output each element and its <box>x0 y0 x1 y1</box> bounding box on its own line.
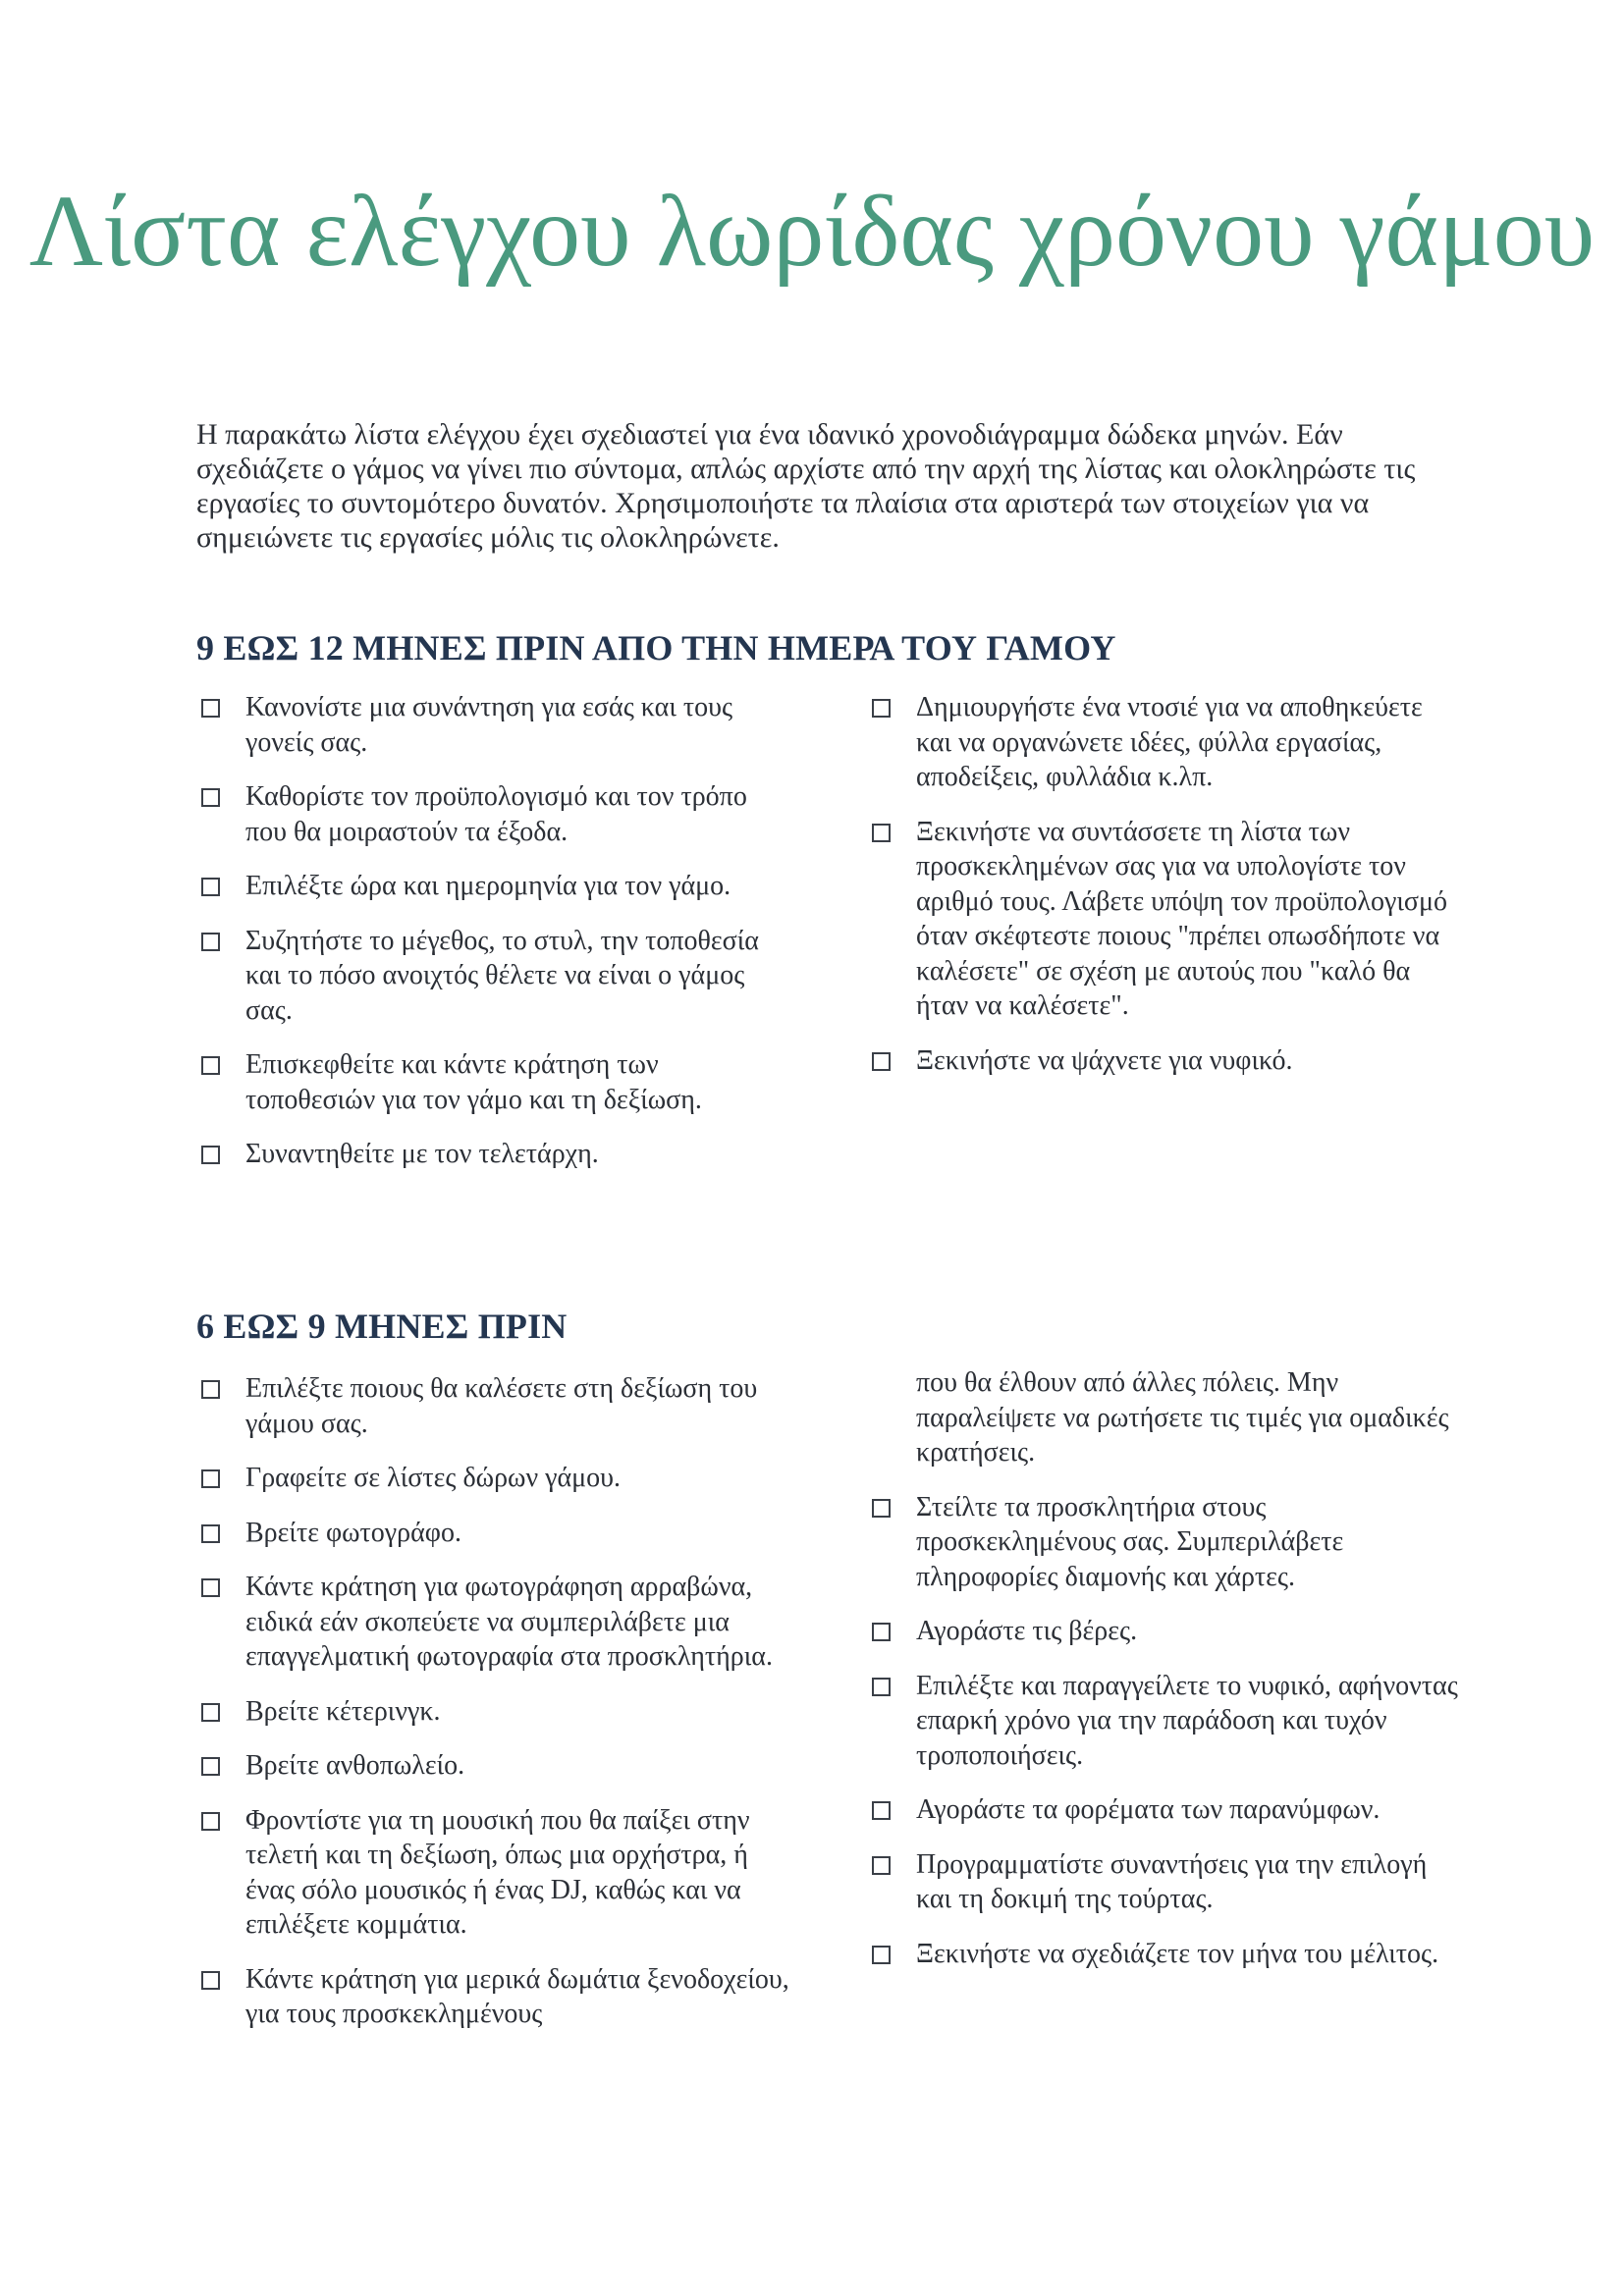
checklist-item <box>872 1043 1461 1079</box>
checklist-item-text: Δημιουργήστε ένα ντοσιέ για να αποθηκεύετε και να οργανώνετε ιδέες, φύλλα εργασίας, αποδείξεις, φυλλάδια κ.λπ. <box>916 692 1423 792</box>
checklist-item-text: Βρείτε ανθοπωλείο. <box>245 1750 465 1781</box>
checklist-item-text: που θα έλθουν από άλλες πόλεις. Μην παραλείψετε να ρωτήσετε τις τιμές για ομαδικές κρατήσεις. <box>916 1367 1449 1468</box>
checkbox[interactable] <box>201 1757 220 1776</box>
checkbox[interactable] <box>201 933 220 951</box>
checklist-item <box>201 1371 790 1441</box>
checkbox[interactable] <box>201 1812 220 1831</box>
checklist-item-text: Κάντε κράτηση για μερικά δωμάτια ξενοδοχείου, για τους προσκεκλημένους <box>245 1963 789 2029</box>
checkbox[interactable] <box>872 1678 891 1696</box>
checklist-item-text: Βρείτε κέτερινγκ. <box>245 1695 441 1727</box>
section-heading-9-12-months: 9 ΕΩΣ 12 ΜΗΝΕΣ ΠΡΙΝ ΑΠΟ ΤΗΝ ΗΜΕΡΑ ΤΟΥ ΓΑΜΟΥ <box>196 628 1116 667</box>
checklist-item-text: Συναντηθείτε με τον τελετάρχη. <box>245 1139 599 1169</box>
intro-paragraph: Η παρακάτω λίστα ελέγχου έχει σχεδιαστεί για ένα ιδανικό χρονοδιάγραμμα δώδεκα μηνών. Εάν σχεδιάζετε ο γάμος να γίνει πιο σύντομα, απλώς αρχίστε από την αρχή της λίστας και ολοκληρώστε τις εργασίες το συντομότερο δυνατόν. Χρησιμοποιήστε τα πλαίσια στα αριστερά των στοιχείων για να σημειώνετε τις εργασίες μόλις τις ολοκληρώνετε. <box>196 418 1416 554</box>
checklist-item-text: Επιλέξτε ώρα και ημερομηνία για τον γάμο. <box>245 871 731 901</box>
checkbox[interactable] <box>201 1524 220 1543</box>
checklist-item-text: Κανονίστε μια συνάντηση για εσάς και τους γονείς σας. <box>245 692 733 758</box>
checkbox[interactable] <box>872 1856 891 1875</box>
checkbox[interactable] <box>872 1623 891 1641</box>
section-9-12-right-column <box>872 690 1461 1097</box>
checklist-item <box>201 1962 790 2032</box>
checklist-item-text: Προγραμματίστε συναντήσεις για την επιλογή και τη δοκιμή της τούρτας. <box>916 1848 1428 1914</box>
checklist-item <box>872 1792 1461 1828</box>
checkbox[interactable] <box>201 1380 220 1399</box>
checklist-item-text: Γραφείτε σε λίστες δώρων γάμου. <box>245 1463 622 1493</box>
checkbox[interactable] <box>872 1801 891 1820</box>
checklist-item <box>201 1748 790 1784</box>
checklist-item-text: Βρείτε φωτογράφο. <box>245 1517 461 1548</box>
checklist-item-text: Αγοράστε τις βέρες. <box>916 1616 1138 1646</box>
checklist-item <box>201 1516 790 1551</box>
checkbox[interactable] <box>201 1971 220 1990</box>
checklist-item <box>872 1614 1461 1649</box>
checkbox[interactable] <box>872 1499 891 1518</box>
checklist-item <box>201 924 790 1029</box>
checklist-item-continuation <box>872 1365 1461 1470</box>
checklist-item-text: Επιλέξτε ποιους θα καλέσετε στη δεξίωση του γάμου σας. <box>245 1373 758 1439</box>
checklist-item <box>872 1847 1461 1917</box>
checklist-item <box>201 1047 790 1117</box>
checklist-item-text: Φροντίστε για τη μουσική που θα παίξει στην τελετή και τη δεξίωση, όπως μια ορχήστρα, ή ένας σόλο μουσικός ή ένας DJ, καθώς και να επιλέξετε κομμάτια. <box>245 1804 750 1940</box>
checklist-item <box>201 869 790 904</box>
checklist-item <box>201 779 790 849</box>
checkbox[interactable] <box>201 788 220 807</box>
section-heading-6-9-months: 6 ΕΩΣ 9 ΜΗΝΕΣ ΠΡΙΝ <box>196 1307 568 1346</box>
checkbox[interactable] <box>201 1703 220 1722</box>
checklist-item-text: Καθορίστε τον προϋπολογισμό και τον τρόπο που θα μοιραστούν τα έξοδα. <box>245 781 747 847</box>
checklist-item <box>201 690 790 760</box>
checklist-item-text: Ξεκινήστε να ψάχνετε για νυφικό. <box>916 1044 1293 1076</box>
checklist-item <box>872 815 1461 1024</box>
checkbox[interactable] <box>201 699 220 718</box>
checklist-item-text: Ξεκινήστε να σχεδιάζετε τον μήνα του μέλιτος. <box>916 1938 1439 1969</box>
checkbox[interactable] <box>201 878 220 896</box>
checklist-item <box>872 1669 1461 1774</box>
checkbox[interactable] <box>201 1578 220 1597</box>
section-9-12-left-column <box>201 690 790 1192</box>
section-6-9-left-column <box>201 1371 790 2052</box>
checkbox[interactable] <box>872 699 891 718</box>
checkbox[interactable] <box>201 1469 220 1488</box>
checklist-item-text: Ξεκινήστε να συντάσσετε τη λίστα των προσκεκλημένων σας για να υπολογίστε τον αριθμό τους. Λάβετε υπόψη τον προϋπολογισμό όταν σκέφτεστε ποιους "πρέπει οπωσδήποτε να καλέσετε" σε σχέση με αυτούς που "καλό θα ήταν να καλέσετε". <box>916 816 1448 1021</box>
checklist-item <box>872 1937 1461 1972</box>
checklist-item-text: Κάντε κράτηση για φωτογράφηση αρραβώνα, ειδικά εάν σκοπεύετε να συμπεριλάβετε μια επαγγελματική φωτογραφία στα προσκλητήρια. <box>245 1572 773 1672</box>
checklist-item-text: Επισκεφθείτε και κάντε κράτηση των τοποθεσιών για τον γάμο και τη δεξίωση. <box>245 1049 702 1115</box>
checklist-item-text: Επιλέξτε και παραγγείλετε το νυφικό, αφήνοντας επαρκή χρόνο για την παράδοση και τυχόν τροποποιήσεις. <box>916 1670 1458 1771</box>
checklist-item <box>872 1490 1461 1595</box>
checkbox[interactable] <box>201 1056 220 1075</box>
checkbox[interactable] <box>872 824 891 842</box>
checkbox[interactable] <box>872 1052 891 1071</box>
section-6-9-right-column <box>872 1365 1461 1991</box>
checklist-item <box>201 1137 790 1172</box>
checkbox[interactable] <box>201 1146 220 1164</box>
checkbox[interactable] <box>872 1946 891 1964</box>
page-title: Λίστα ελέγχου λωρίδας χρόνου γάμου <box>28 175 1596 288</box>
checklist-item-text: Συζητήστε το μέγεθος, το στυλ, την τοποθεσία και το πόσο ανοιχτός θέλετε να είναι ο γάμος σας. <box>245 925 759 1026</box>
checklist-item <box>201 1570 790 1675</box>
checklist-item <box>201 1803 790 1943</box>
checklist-item <box>201 1461 790 1496</box>
checklist-item-text: Αγοράστε τα φορέματα των παρανύμφων. <box>916 1794 1380 1825</box>
checklist-item <box>872 690 1461 795</box>
checklist-item <box>201 1694 790 1730</box>
checklist-item-text: Στείλτε τα προσκλητήρια στους προσκεκλημένους σας. Συμπεριλάβετε πληροφορίες διαμονής και χάρτες. <box>916 1491 1344 1592</box>
